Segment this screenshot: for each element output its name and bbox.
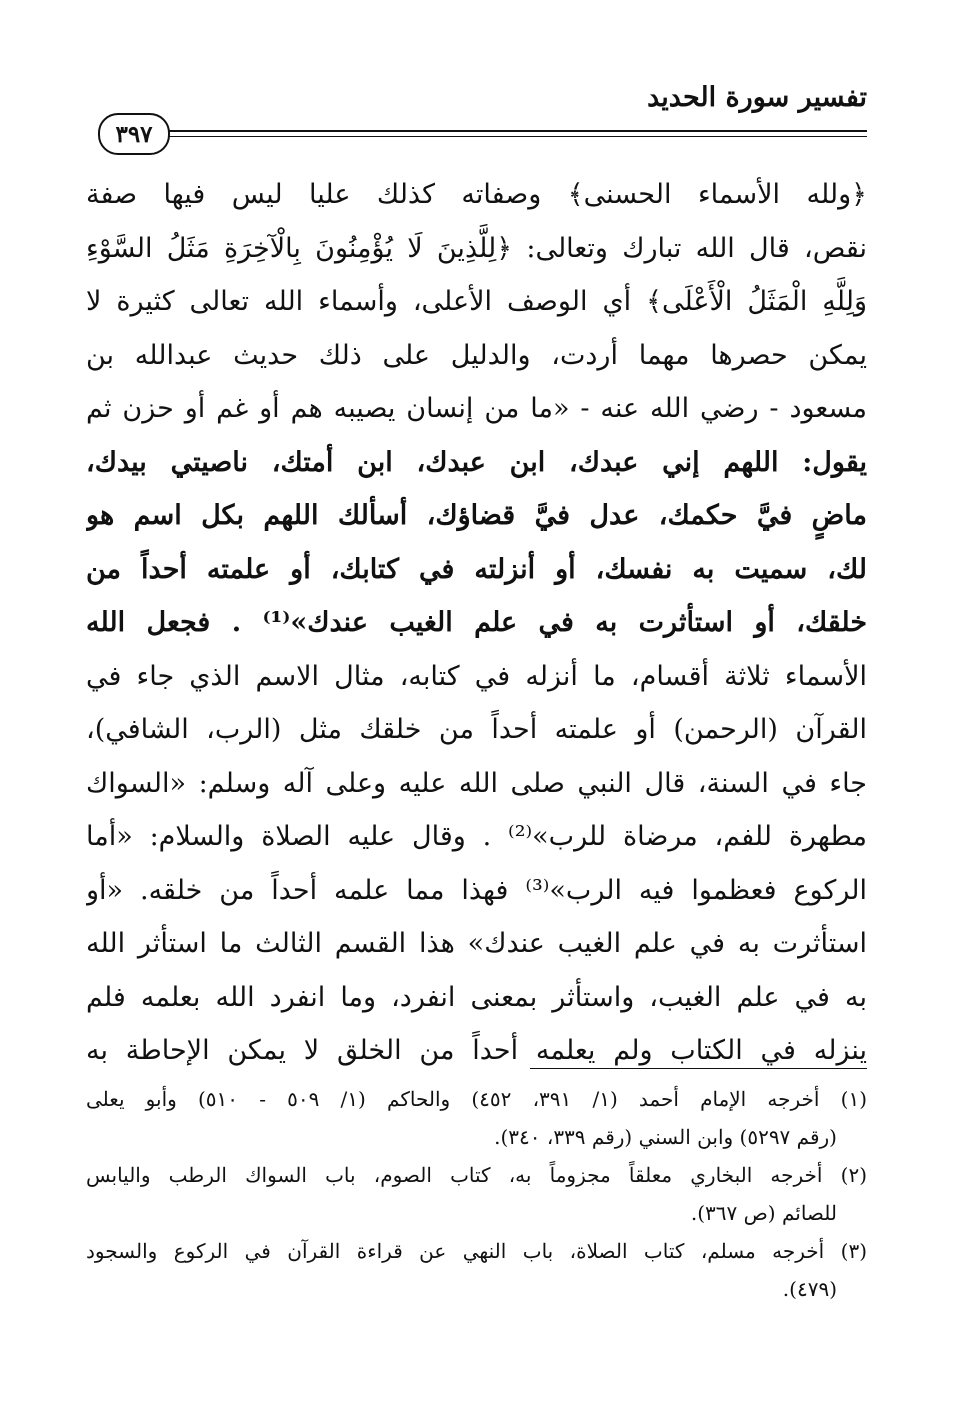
body-line: نقص، قال الله تبارك وتعالى: ﴿لِلَّذِينَ لَا يُؤْمِنُونَ بِالْآخِرَةِ مَثَلُ السَّوْءِ — [86, 232, 867, 264]
body-line: ﴿ولله الأسماء الحسنى﴾ وصفاته كذلك عليا ليس فيها صفة — [86, 179, 867, 210]
body-line: القرآن (الرحمن) أو علمته أحداً من خلقك مثل (الرب، الشافي)، — [86, 714, 867, 745]
body-line: مطهرة للفم، مرضاة للرب»⁽²⁾ . وقال عليه الصلاة والسلام: «أما — [86, 821, 867, 852]
running-title: تفسير سورة الحديد — [647, 82, 867, 113]
body-line: جاء في السنة، قال النبي صلى الله عليه وعلى آله وسلم: «السواك — [86, 767, 867, 799]
body-line: الركوع فعظموا فيه الرب»⁽³⁾ فهذا مما علمه أحداً من خلقه. «أو — [86, 874, 867, 906]
body-line: ينزله في الكتاب ولم يعلمه أحداً من الخلق لا يمكن الإحاطة به — [86, 1035, 867, 1066]
footnote-3: (٣) أخرجه مسلم، كتاب الصلاة، باب النهي عن قراءة القرآن في الركوع والسجود — [86, 1239, 867, 1263]
body-line: استأثرت به في علم الغيب عندك» هذا القسم الثالث ما استأثر الله — [86, 928, 867, 959]
footnote-2-continued: للصائم (ص ٣٦٧). — [690, 1201, 837, 1225]
footnote-1-continued: (رقم ٥٢٩٧) وابن السني (رقم ٣٣٩، ٣٤٠). — [494, 1125, 837, 1149]
footnote-3-continued: (٤٧٩). — [782, 1277, 837, 1301]
body-line: به في علم الغيب، واستأثر بمعنى انفرد، وما انفرد الله بعلمه فلم — [86, 981, 867, 1013]
body-line: وَلِلَّهِ الْمَثَلُ الْأَعْلَى﴾ أي الوصف الأعلى، وأسماء الله تعالى كثيرة لا — [86, 286, 867, 317]
body-line: لك، سميت به نفسك، أو أنزلته في كتابك، أو علمته أحداً من — [86, 553, 867, 585]
body-line: يمكن حصرها مهما أردت، والدليل على ذلك حديث عبدالله بن — [86, 339, 867, 371]
body-line: مسعود - رضي الله عنه - «ما من إنسان يصيبه هم أو غم أو حزن ثم — [86, 393, 867, 424]
header-rule-thin — [164, 136, 867, 137]
footnote-2: (٢) أخرجه البخاري معلقاً مجزوماً به، كتاب الصوم، باب السواك الرطب واليابس — [86, 1163, 867, 1187]
body-line: خلقك، أو استأثرت به في علم الغيب عندك»⁽¹⁾ . فجعل الله — [86, 607, 867, 638]
body-line: ماضٍ فيَّ حكمك، عدل فيَّ قضاؤك، أسألك اللهم بكل اسم هو — [86, 500, 867, 531]
footnote-separator — [530, 1068, 867, 1069]
body-line: الأسماء ثلاثة أقسام، ما أنزله في كتابه، مثال الاسم الذي جاء في — [86, 660, 867, 692]
body-text — [86, 168, 867, 1078]
header-rule — [164, 130, 867, 132]
page-number: ٣٩٧ — [115, 120, 153, 148]
body-line: يقول: اللهم إني عبدك، ابن عبدك، ابن أمتك، ناصيتي بيدك، — [86, 446, 867, 478]
page-number-badge — [98, 113, 170, 155]
footnote-1: (١) أخرجه الإمام أحمد (١/ ٣٩١، ٤٥٢) والحاكم (١/ ٥٠٩ - ٥١٠) وأبو يعلى — [86, 1087, 867, 1111]
footnotes — [86, 1080, 867, 1308]
